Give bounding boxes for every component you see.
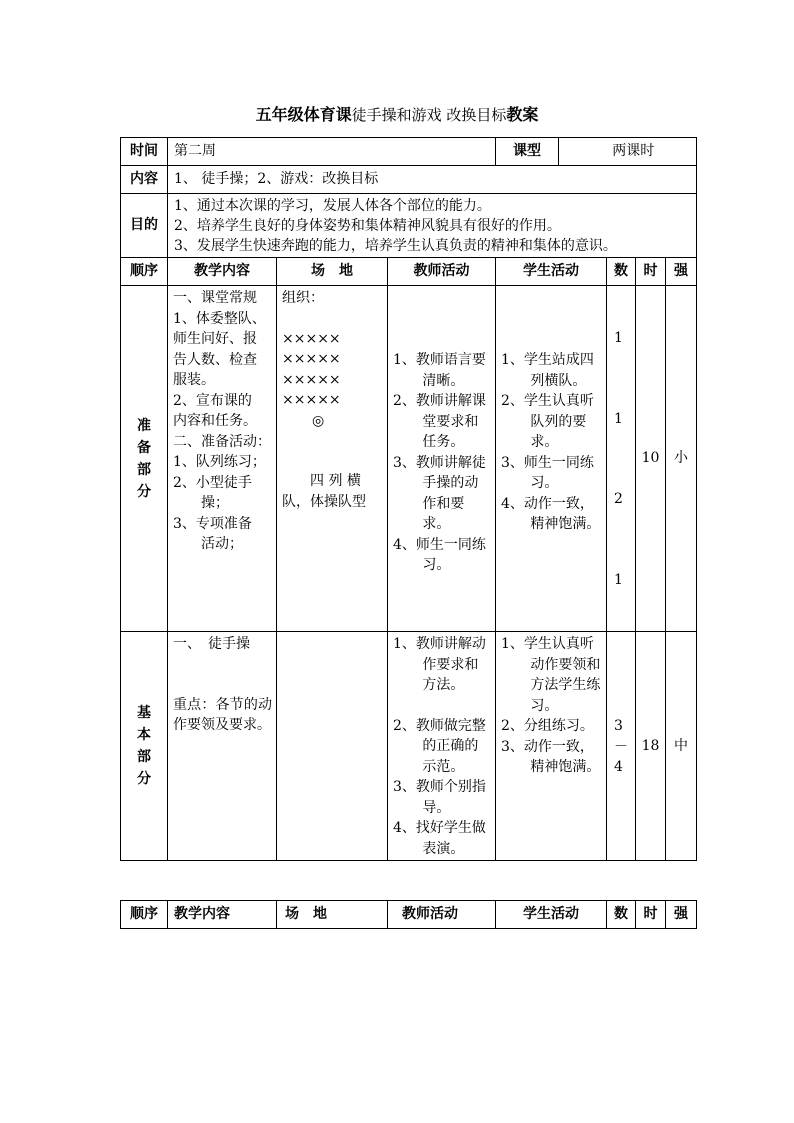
content-label: 内容 [121,166,168,194]
formation-diagram [282,329,383,432]
basic-teacher: 1、教师讲解动作要求和方法。 2、教师做完整的正确的示范。 3、教师个别指导。 4、找好学生做表演。 [388,632,496,861]
header-order: 顺序 [121,901,168,929]
header-time: 时 [636,901,666,929]
title-grade: 五年级体育课 [255,105,352,124]
content-value: 1、 徒手操；2、游戏：改换目标 [168,166,697,194]
header-order: 顺序 [121,258,168,286]
formation-row: ××××× [282,330,341,347]
formation-row: ××××× [282,351,341,367]
header-count: 数 [607,258,636,286]
basic-time: 18 [636,632,666,861]
type-label: 课型 [496,138,559,165]
header-student: 学生活动 [496,901,607,929]
goal-item: 2、培养学生良好的身体姿势和集体精神风貌具有很好的作用。 [174,217,561,234]
lesson-plan-table [120,137,697,861]
page-title [0,104,794,126]
formation-row: ××××× [282,392,341,408]
prep-content: 一、课堂常规 1、体委整队、 师生问好、报 告人数、检查 服装。 2、宣布课的 内容和任务。 二、准备活动： 1、队列练习； 2、小型徒手 操； 3、专项准备 活动； [168,286,277,632]
header-content: 教学内容 [168,258,277,286]
type-cell [496,138,607,166]
header-intensity: 强 [666,901,697,929]
goal-list [168,194,697,258]
basic-intensity: 中 [666,632,697,861]
basic-section-label: 基 本 部 分 [121,632,168,861]
header-time: 时 [636,258,666,286]
title-suffix: 教案 [506,105,539,124]
basic-content: 一、 徒手操 重点：各节的动作要领及要求。 [168,632,277,861]
header-content: 教学内容 [168,901,277,929]
prep-intensity: 小 [666,286,697,632]
basic-student: 1、学生认真听动作要领和方法学生练习。 2、分组练习。 3、动作一致，精神饱满。 [496,632,607,861]
header-teacher: 教师活动 [388,258,496,286]
header-intensity: 强 [666,258,697,286]
goal-item: 1、通过本次课的学习，发展人体各个部位的能力。 [174,197,491,214]
venue-label: 组织： [282,290,324,306]
goal-label: 目的 [121,194,168,258]
time-label: 时间 [121,138,168,166]
prep-time: 10 [636,286,666,632]
header-count: 数 [607,901,636,929]
teacher-position-icon: ◎ [312,412,325,429]
prep-venue: 组织： ××××× ××××× ××××× ××××× ◎ 四 列 横 队，体操队型 [277,286,388,632]
header-venue: 场 地 [277,901,388,929]
formation-row: ××××× [282,371,341,388]
time-value: 第二周 [168,138,496,166]
header-student: 学生活动 [496,258,607,286]
header-venue: 场 地 [277,258,388,286]
basic-venue [277,632,388,861]
prep-student: 1、学生站成四列横队。 2、学生认真听队列的要求。 3、师生一同练习。 4、动作一致，精神饱满。 [496,286,607,632]
type-value: 两课时 [607,138,697,166]
goal-item: 3、发展学生快速奔跑的能力，培养学生认真负责的精神和集体的意识。 [174,237,617,254]
lesson-plan-table-continued [120,900,697,929]
prep-teacher: 1、教师语言要清晰。 2、教师讲解课堂要求和任务。 3、教师讲解徒手操的动作和要求。 4、师生一同练习。 [388,286,496,632]
title-topic: 徒手操和游戏 改换目标 [351,106,507,124]
basic-count: 3 － 4 [607,632,636,861]
header-teacher: 教师活动 [388,901,496,929]
prep-count: 1 1 2 1 [607,286,636,632]
prep-section-label: 准 备 部 分 [121,286,168,632]
